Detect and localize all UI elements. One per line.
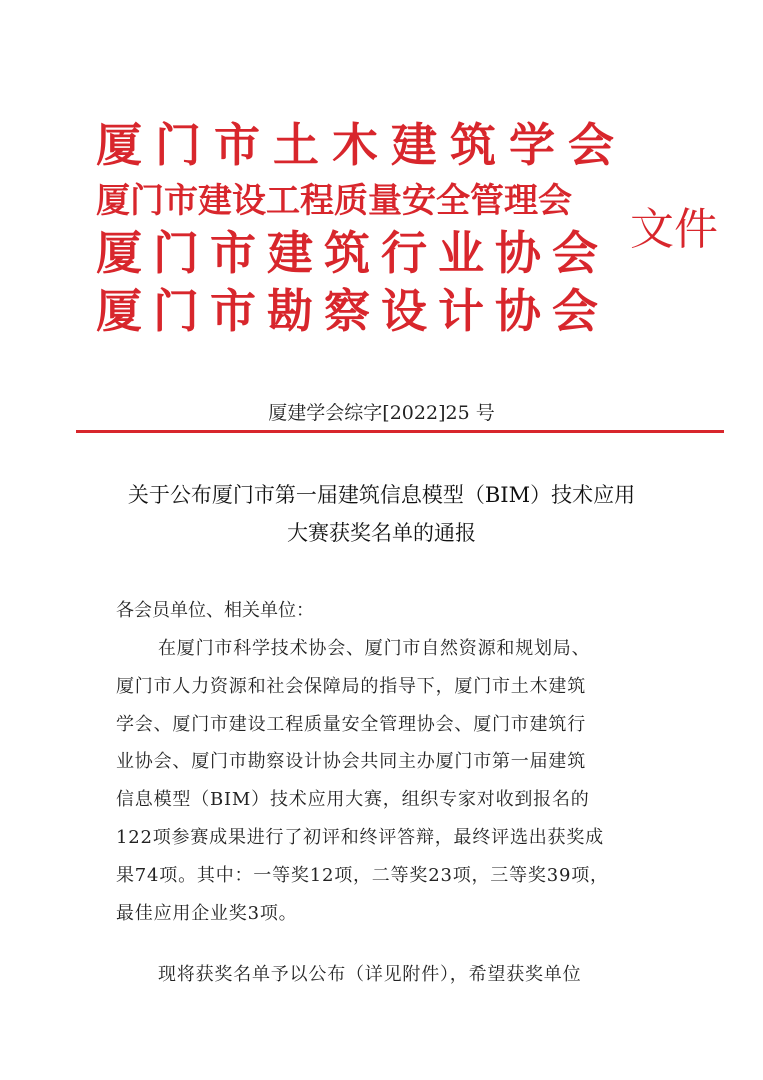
salutation: 各会员单位、相关单位： [116, 600, 314, 621]
paragraph-line: 学会、厦门市建设工程质量安全管理协会、厦门市建筑行 [116, 713, 586, 735]
document-number: 厦建学会综字[2022]25 号 [268, 402, 495, 424]
body-paragraph [116, 956, 581, 994]
document-type-label: 文件 [630, 204, 718, 255]
issuer-name: 厦门市建筑行业协会 [96, 226, 609, 280]
issuer-block [96, 118, 627, 338]
paragraph-line: 信息模型（BIM）技术应用大赛，组织专家对收到报名的 [116, 789, 590, 811]
paragraph-line: 现将获奖名单予以公布（详见附件），希望获奖单位 [158, 964, 582, 985]
issuer-name: 厦门市勘察设计协会 [96, 284, 609, 338]
paragraph-line: 最佳应用企业奖3项。 [116, 902, 298, 924]
issuer-name: 厦门市土木建筑学会 [96, 118, 627, 172]
paragraph-line: 果74项。其中：一等奖12项，二等奖23项，三等奖39项， [116, 864, 609, 886]
body-paragraph [116, 630, 609, 932]
title-line: 大赛获奖名单的通报 [287, 521, 476, 545]
title-line: 关于公布厦门市第一届建筑信息模型（BIM）技术应用 [127, 483, 636, 507]
paragraph-line: 在厦门市科学技术协会、厦门市自然资源和规划局、 [158, 638, 591, 659]
red-header-divider [76, 430, 724, 433]
document-title [0, 476, 763, 552]
paragraph-line: 122项参赛成果进行了初评和终评答辩，最终评选出获奖成 [116, 826, 604, 848]
paragraph-line: 业协会、厦门市勘察设计协会共同主办厦门市第一届建筑 [116, 751, 586, 773]
issuer-name: 厦门市建设工程质量安全管理会 [96, 181, 572, 221]
paragraph-line: 厦门市人力资源和社会保障局的指导下，厦门市土木建筑 [116, 675, 586, 697]
